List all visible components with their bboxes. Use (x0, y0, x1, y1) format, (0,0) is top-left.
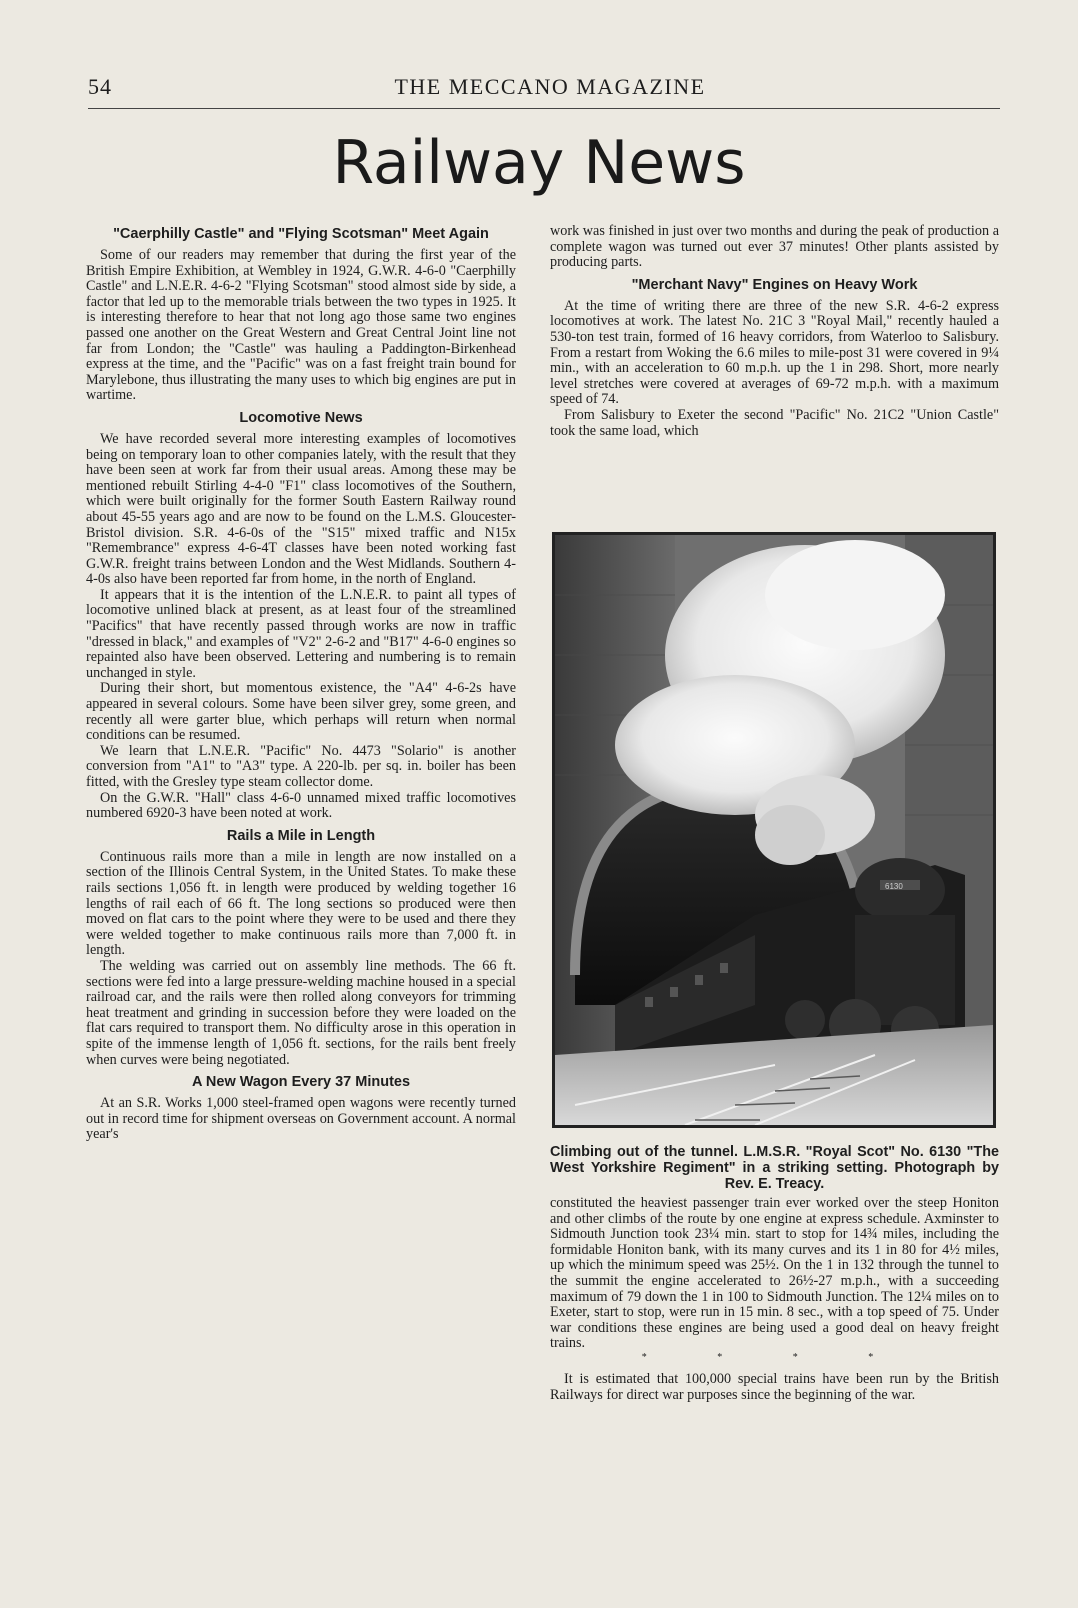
paragraph: At an S.R. Works 1,000 steel-framed open wagons were recently turned out in record time for shipment overseas on Government account. A normal year's (86, 1095, 516, 1143)
header-rule (88, 108, 1000, 109)
paragraph: The welding was carried out on assembly line methods. The 66 ft. sections were fed into a large pressure-welding machine housed in a special railroad car, and the rails were then rolled along conveyors for trimming heat treatment and grinding in succession before they were loaded on the flat cars required to transport them. No difficulty arose in this operation in spite of the immense length of 1,056 ft. sections, for the rails bent freely when curves were being negotiated. (86, 957, 516, 1068)
paragraph: constituted the heaviest passenger train ever worked over the steep Honiton and other climbs of the route by one engine at express schedule. Axminster to Sidmouth Junction took 23¼ min. start to stop for 14¾ miles, including the formidable Honiton bank, with its many curves and its 1 in 80 for 4½ miles, up which the minimum speed was 25½. On the 1 in 132 through the tunnel to the summit the engine accelerated to 26½-27 m.p.h., with a succeeding maximum of 79 down the 1 in 100 to Sidmouth Junction. The 12¼ miles on to Exeter, start to stop, were run in 15 min. 8 sec., with a top speed of 75. Under war conditions these engines are being used a good deal on heavy freight trains. (550, 1195, 999, 1352)
page-number: 54 (88, 74, 112, 99)
page-title: Railway News (332, 128, 746, 198)
section-separator: * * * * (641, 1351, 908, 1363)
locomotive-photograph (552, 532, 996, 1128)
photo-caption: Climbing out of the tunnel. L.M.S.R. "Royal Scot" No. 6130 "The West Yorkshire Regiment" in a striking setting. Photograph by Rev. E. Treacy. (550, 1144, 999, 1192)
paragraph: During their short, but momentous existence, the "A4" 4-6-2s have appeared in several colours. Some have been silver grey, some green, and recently all were garter blue, which perhaps will return when normal conditions can be resumed. (86, 680, 516, 744)
right-column-top (550, 224, 999, 439)
paragraph: From Salisbury to Exeter the second "Pacific" No. 21C2 "Union Castle" took the same load, which (550, 406, 999, 439)
section-heading: "Caerphilly Castle" and "Flying Scotsman" Meet Again (113, 226, 489, 242)
paragraph: We learn that L.N.E.R. "Pacific" No. 4473 "Solario" is another conversion from "A1" to "A3" type. A 220-lb. per sq. in. boiler has been fitted, with the Gresley type steam collector dome. (86, 742, 516, 790)
tunnel-scene-illustration (555, 535, 993, 1125)
running-head: THE MECCANO MAGAZINE (394, 74, 706, 99)
paragraph: Continuous rails more than a mile in length are now installed on a section of the Illinois Central System, in the United States. To make these rails sections 1,056 ft. in length were produced by welding together 16 lengths of rail each of 66 ft. The long sections so produced were then moved on flat cars to the point where they were to be used and there they were welded together to make continuous rails more than 7,000 ft. in length. (86, 848, 516, 959)
left-column (86, 226, 516, 1143)
paragraph: It is estimated that 100,000 special trains have been run by the British Railways for direct war purposes since the beginning of the war. (550, 1370, 999, 1403)
paragraph: We have recorded several more interesting examples of locomotives being on temporary loan to other companies lately, with the result that they have been seen at work far from their usual areas. Among these may be mentioned rebuilt Stirling 4-4-0 "F1" class locomotives of the Southern, which were built originally for the former South Eastern Railway round about 45-55 years ago and are now to be found on the L.M.S. Gloucester-Bristol division. S.R. 4-6-0s of the "S15" mixed traffic and N15x "Remembrance" express 4-6-4T classes have been noted working fast G.W.R. freight trains between London and the West Midlands. Southern 4-4-0s also have been reported far from home, in the north of England. (86, 430, 516, 588)
paragraph: Some of our readers may remember that during the first year of the British Empire Exhibition, at Wembley in 1924, G.W.R. 4-6-0 "Caerphilly Castle" and L.N.E.R. 4-6-2 "Flying Scotsman" stood almost side by side, a factor that led up to the memorable trials between the two types in 1925. It is interesting therefore to hear that not long ago those same two engines passed one another on the Great Western and Great Central Joint line not far from London; the "Castle" was hauling a Paddington-Birkenhead express at the time, and the "Pacific" was on a fast freight train bound for Marylebone, thus illustrating the many uses to which big engines are put in wartime. (86, 247, 516, 404)
paragraph: On the G.W.R. "Hall" class 4-6-0 unnamed mixed traffic locomotives numbered 6920-3 have been noted at work. (86, 789, 516, 822)
section-heading: A New Wagon Every 37 Minutes (191, 1074, 411, 1091)
smokebox-number: 6130 (885, 882, 903, 891)
paragraph: work was finished in just over two months and during the peak of production a complete wagon was turned out ever 37 minutes! Other plants assisted by producing parts. (550, 223, 999, 271)
paragraph: At the time of writing there are three of the new S.R. 4-6-2 express locomotives at work. The latest No. 21C 3 "Royal Mail," recently hauled a 530-ton test train, formed of 16 heavy corridors, from Waterloo to Salisbury. From a restart from Woking the 6.6 miles to mile-post 31 were covered in 9¼ min., with an acceleration to 60 m.p.h. up the 1 in 298. Short, more nearly level stretches were covered at averages of 69-72 m.p.h. with a maximum speed of 74. (550, 297, 999, 408)
section-heading: "Merchant Navy" Engines on Heavy Work (631, 276, 918, 293)
paragraph: It appears that it is the intention of the L.N.E.R. to paint all types of locomotive unlined black at present, as at least four of the streamlined "Pacifics" that have recently passed through works are now in traffic "dressed in black," and examples of "V2" 2-6-2 and "B17" 4-6-0 engines so repainted also have been observed. Lettering and numbering is to remain unchanged in style. (86, 586, 516, 681)
section-heading: Locomotive News (239, 409, 363, 426)
section-heading: Rails a Mile in Length (226, 827, 376, 844)
right-column-bottom (550, 1196, 999, 1403)
